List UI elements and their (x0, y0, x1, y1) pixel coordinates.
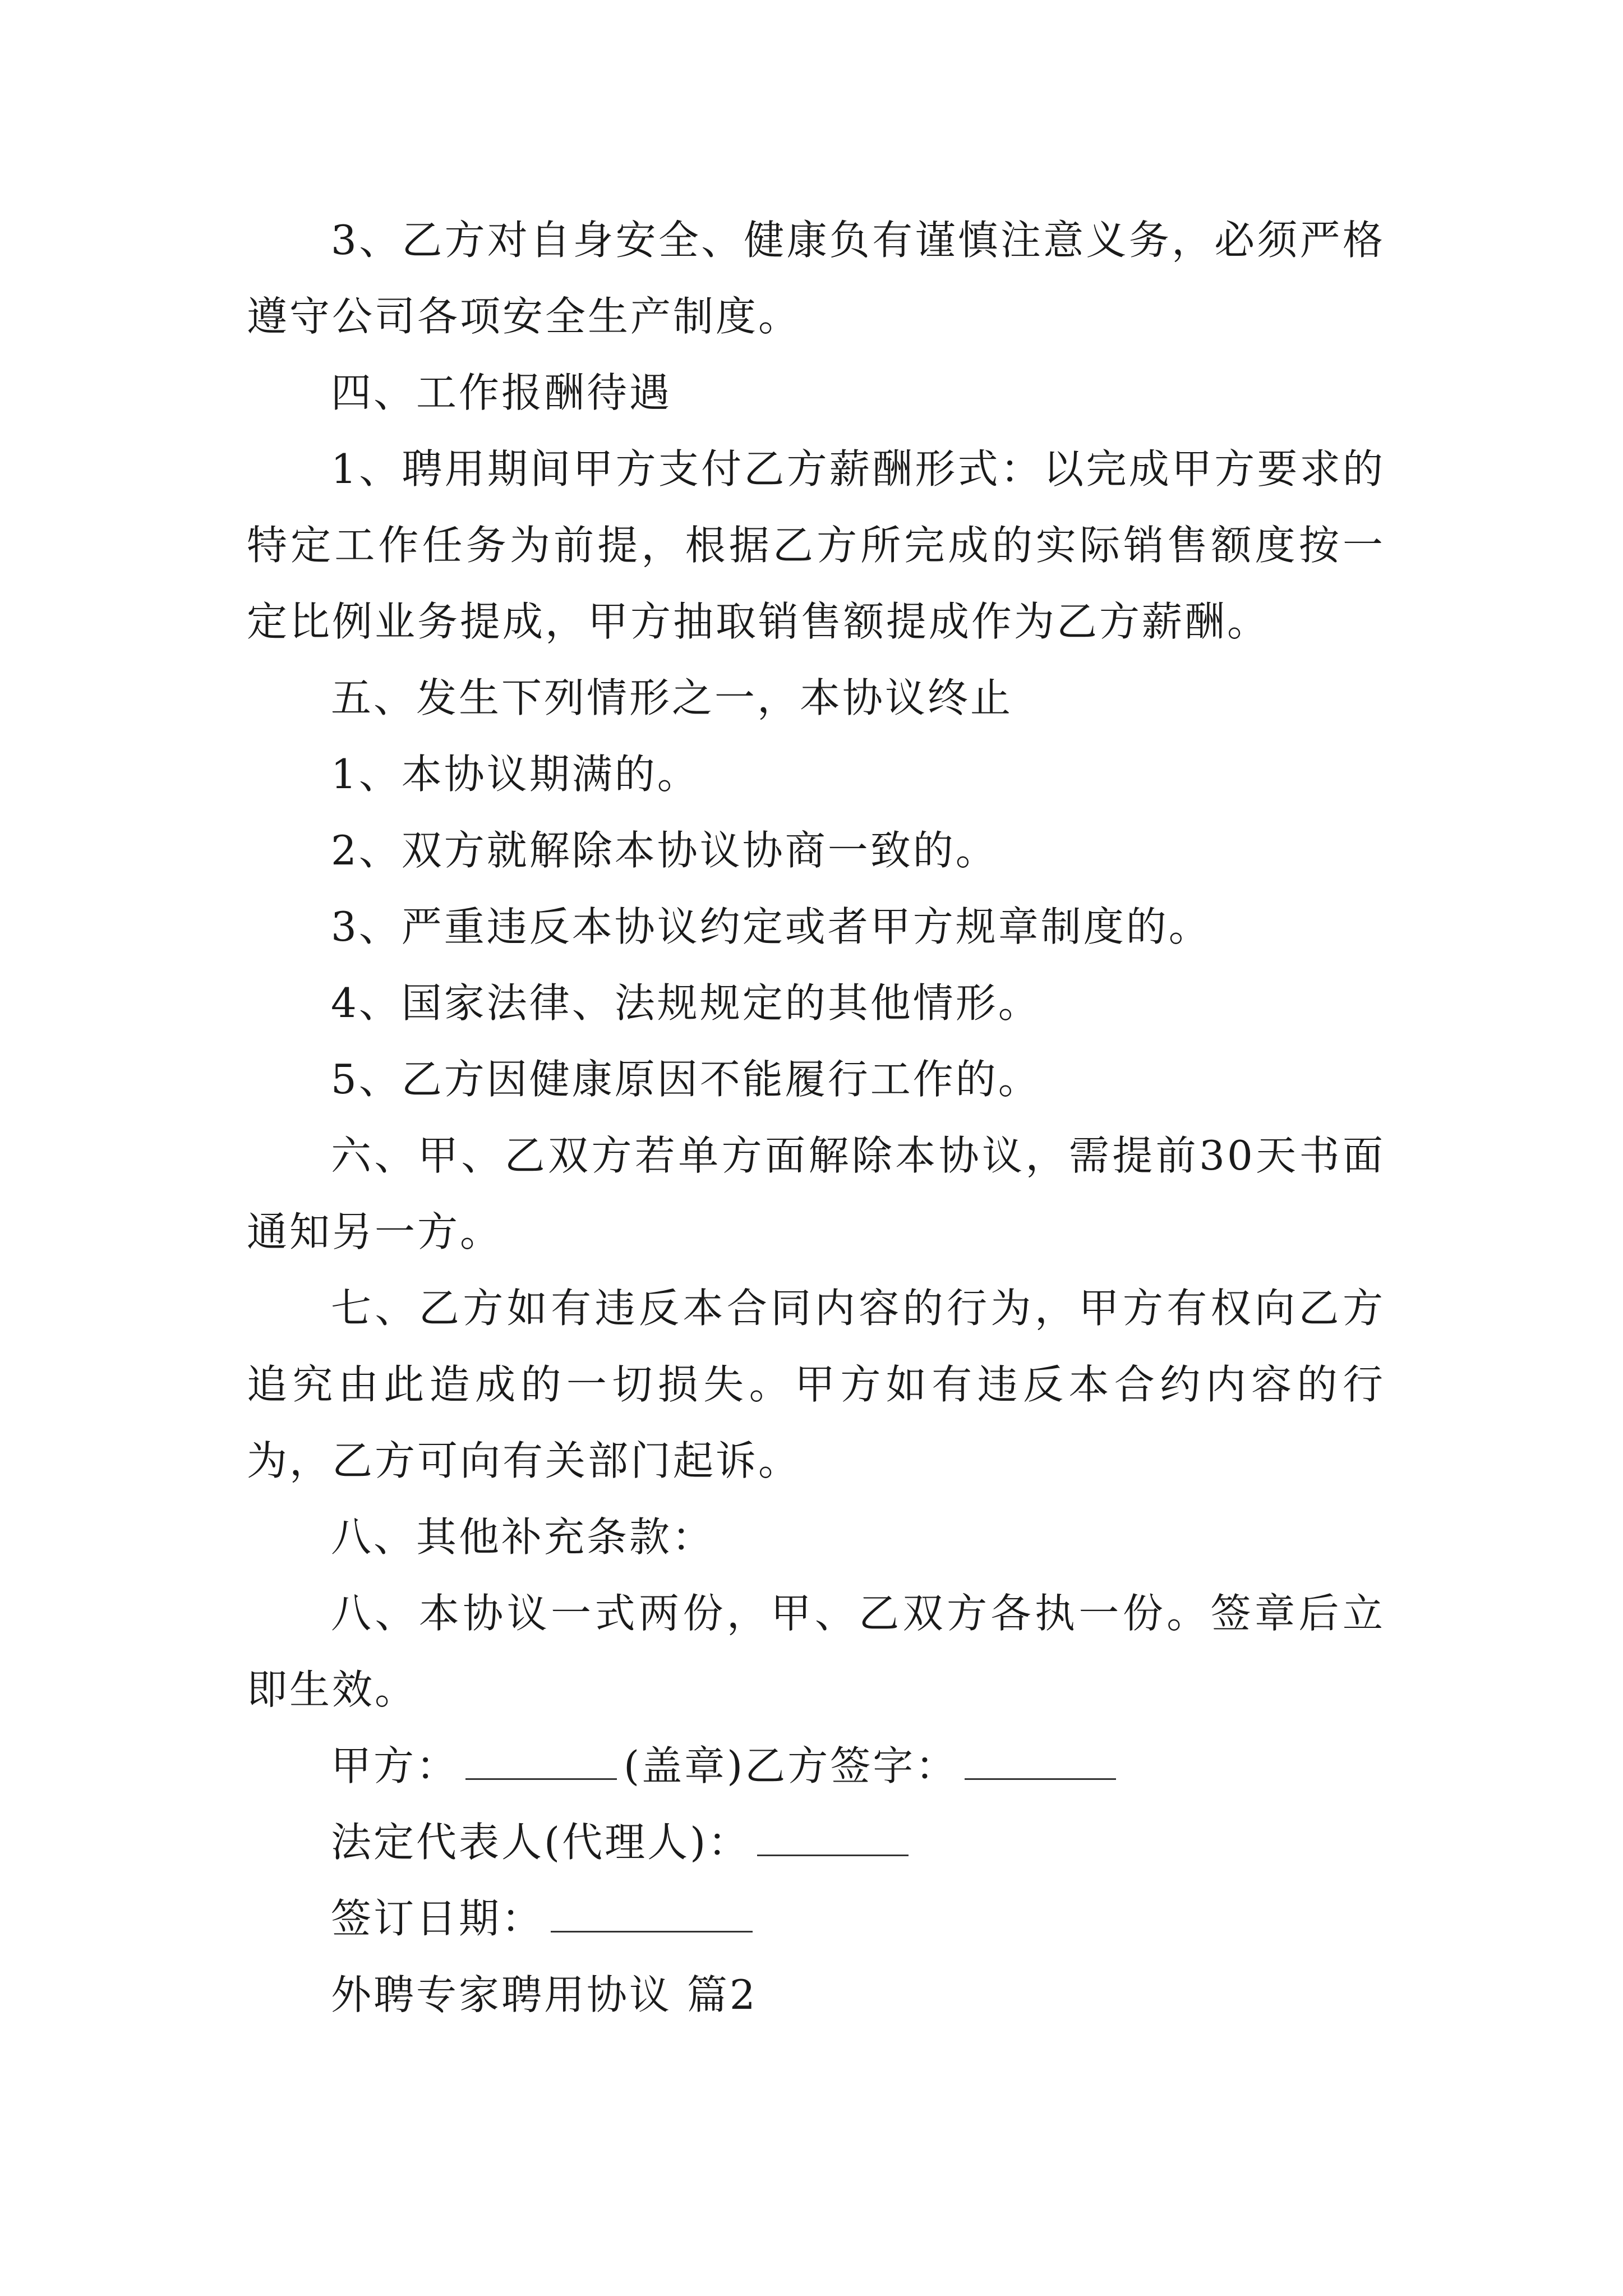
clause-paragraph: 1、聘用期间甲方支付乙方薪酬形式：以完成甲方要求的特定工作任务为前提，根据乙方所完成的实际销售额度按一定比例业务提成，甲方抽取销售额提成作为乙方薪酬。 (247, 445, 1385, 645)
clause-paragraph: 5、乙方因健康原因不能履行工作的。 (331, 1056, 1041, 1103)
seal-label: (盖章) (624, 1742, 745, 1789)
sign-date-blank (551, 1886, 753, 1932)
party-b-label: 乙方签字： (745, 1742, 958, 1789)
clause-paragraph: 八、本协议一式两份，甲、乙双方各执一份。签章后立即生效。 (247, 1590, 1385, 1713)
party-b-blank (965, 1733, 1116, 1780)
signature-line-date (247, 1880, 1385, 1957)
clause-paragraph: 六、甲、乙双方若单方面解除本协议，需提前30天书面通知另一方。 (247, 1132, 1385, 1255)
party-a-label: 甲方： (331, 1742, 459, 1789)
legal-rep-blank (757, 1810, 909, 1856)
clause-paragraph: 2、双方就解除本协议协商一致的。 (331, 827, 998, 874)
clause-paragraph: 3、严重违反本协议约定或者甲方规章制度的。 (331, 903, 1211, 950)
signature-line-legal-rep (247, 1804, 1385, 1880)
signature-line-parties (247, 1728, 1385, 1804)
legal-rep-label: 法定代表人(代理人)： (331, 1819, 751, 1866)
section-heading: 八、其他补充条款： (331, 1513, 715, 1561)
clause-paragraph: 3、乙方对自身安全、健康负有谨慎注意义务，必须严格遵守公司各项安全生产制度。 (247, 217, 1385, 340)
clause-paragraph: 4、国家法律、法规规定的其他情形。 (331, 979, 1041, 1027)
clause-paragraph: 1、本协议期满的。 (331, 751, 700, 798)
party-a-blank (465, 1733, 617, 1780)
sign-date-label: 签订日期： (331, 1895, 545, 1942)
section-heading: 五、发生下列情形之一，本协议终止 (331, 674, 1013, 721)
document-body (247, 202, 1385, 2033)
clause-paragraph: 七、乙方如有违反本合同内容的行为，甲方有权向乙方追究由此造成的一切损失。甲方如有违反本合约内容的行为，乙方可向有关部门起诉。 (247, 1285, 1385, 1484)
section-heading: 四、工作报酬待遇 (331, 369, 672, 416)
next-section-title: 外聘专家聘用协议 篇2 (331, 1971, 758, 2018)
